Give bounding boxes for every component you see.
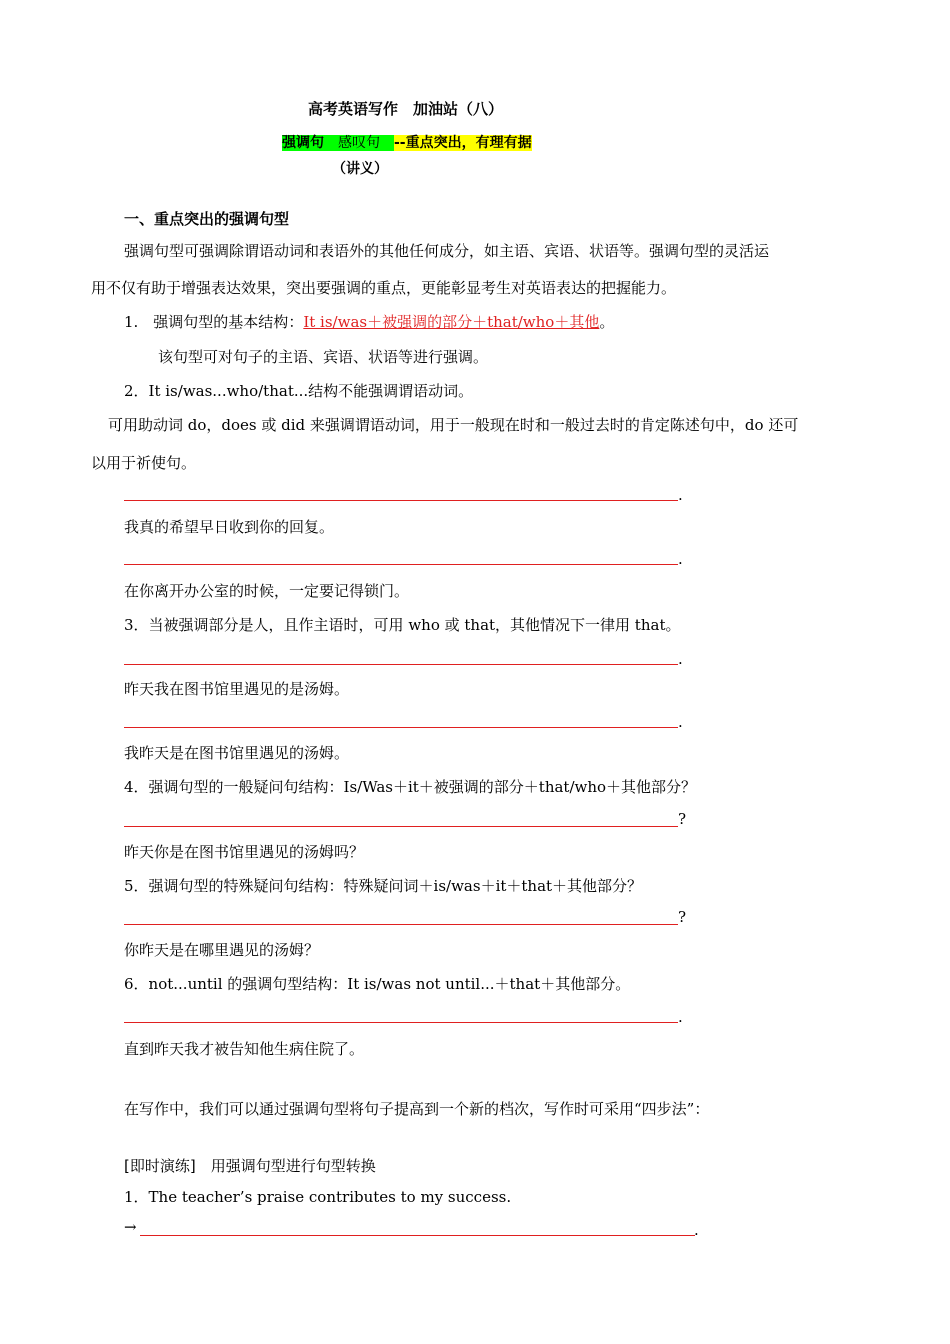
example-5: 昨天你是在图书馆里遇见的汤姆吗？ (124, 843, 365, 861)
subtitle-emphasis: 强调句 (282, 135, 324, 151)
item-1-note: 该句型可对句子的主语、宾语、状语等进行强调。 (158, 348, 489, 366)
practice-header (124, 1155, 376, 1177)
practice-gap (196, 1157, 211, 1175)
subtitle (282, 133, 532, 153)
item-1 (124, 311, 614, 333)
subtitle-gap (324, 135, 338, 151)
page-title: 高考英语写作 加油站（八） (308, 100, 504, 118)
answer-line[interactable] (124, 924, 678, 925)
practice-title: 用强调句型进行句型转换 (210, 1157, 376, 1175)
answer-line[interactable] (124, 564, 678, 565)
subtitle-pad (380, 135, 394, 151)
intro-line-2: 用不仅有助于增强表达效果，突出要强调的重点，更能彰显考生对英语表达的把握能力。 (91, 279, 677, 297)
example-4: 我昨天是在图书馆里遇见的汤姆。 (124, 744, 350, 762)
answer-line[interactable] (124, 727, 678, 728)
intro-line-1: 强调句型可强调除谓语动词和表语外的其他任何成分，如主语、宾语、状语等。强调句型的灵活运 (124, 242, 770, 260)
answer-line[interactable] (140, 1235, 695, 1236)
answer-line[interactable] (124, 500, 678, 501)
period-mark: . (678, 1008, 683, 1026)
arrow-icon: → (124, 1218, 137, 1236)
practice-tag: [即时演练] (124, 1157, 196, 1175)
practice-question-1: 1．The teacher’s praise contributes to my success. (124, 1188, 512, 1206)
lecture-label: （讲义） (332, 161, 388, 177)
period-mark: . (678, 650, 683, 668)
item-2-note-line-1: 可用助动词 do，does 或 did 来强调谓语动词，用于一般现在时和一般过去时的肯定陈述句中，do 还可 (108, 416, 799, 434)
item-1-formula: It is/was＋被强调的部分＋that/who＋其他 (303, 313, 600, 331)
item-3: 3．当被强调部分是人，且作主语时，可用 who 或 that，其他情况下一律用 that。 (124, 616, 681, 634)
item-6: 6．not...until 的强调句型结构：It is/was not until...＋that＋其他部分。 (124, 975, 631, 993)
example-3: 昨天我在图书馆里遇见的是汤姆。 (124, 680, 350, 698)
example-6: 你昨天是在哪里遇见的汤姆？ (124, 941, 320, 959)
question-mark: ? (678, 810, 687, 828)
period-mark: . (678, 713, 683, 731)
item-1-end: 。 (599, 313, 615, 331)
question-mark: ? (678, 908, 687, 926)
period-mark: . (694, 1221, 699, 1239)
writing-tip: 在写作中，我们可以通过强调句型将句子提高到一个新的档次，写作时可采用“四步法”： (124, 1100, 710, 1118)
item-2: 2．It is/was...who/that...结构不能强调谓语动词。 (124, 382, 474, 400)
section-heading: 一、重点突出的强调句型 (124, 210, 290, 228)
subtitle-exclamation: 感叹句 (338, 135, 380, 151)
item-1-label: 1. 强调句型的基本结构： (124, 313, 304, 331)
answer-line[interactable] (124, 826, 678, 827)
answer-line[interactable] (124, 664, 678, 665)
example-1: 我真的希望早日收到你的回复。 (124, 518, 335, 536)
subtitle-tagline: --重点突出，有理有据 (394, 135, 532, 151)
item-5: 5．强调句型的特殊疑问句结构：特殊疑问词＋is/was＋it＋that＋其他部分？ (124, 877, 643, 895)
period-mark: . (678, 486, 683, 504)
item-2-note-line-2: 以用于祈使句。 (91, 454, 197, 472)
period-mark: . (678, 550, 683, 568)
answer-line[interactable] (124, 1022, 678, 1023)
example-7: 直到昨天我才被告知他生病住院了。 (124, 1040, 365, 1058)
example-2: 在你离开办公室的时候，一定要记得锁门。 (124, 582, 410, 600)
item-4: 4．强调句型的一般疑问句结构：Is/Was＋it＋被强调的部分＋that/who＋其他部分？ (124, 778, 697, 796)
